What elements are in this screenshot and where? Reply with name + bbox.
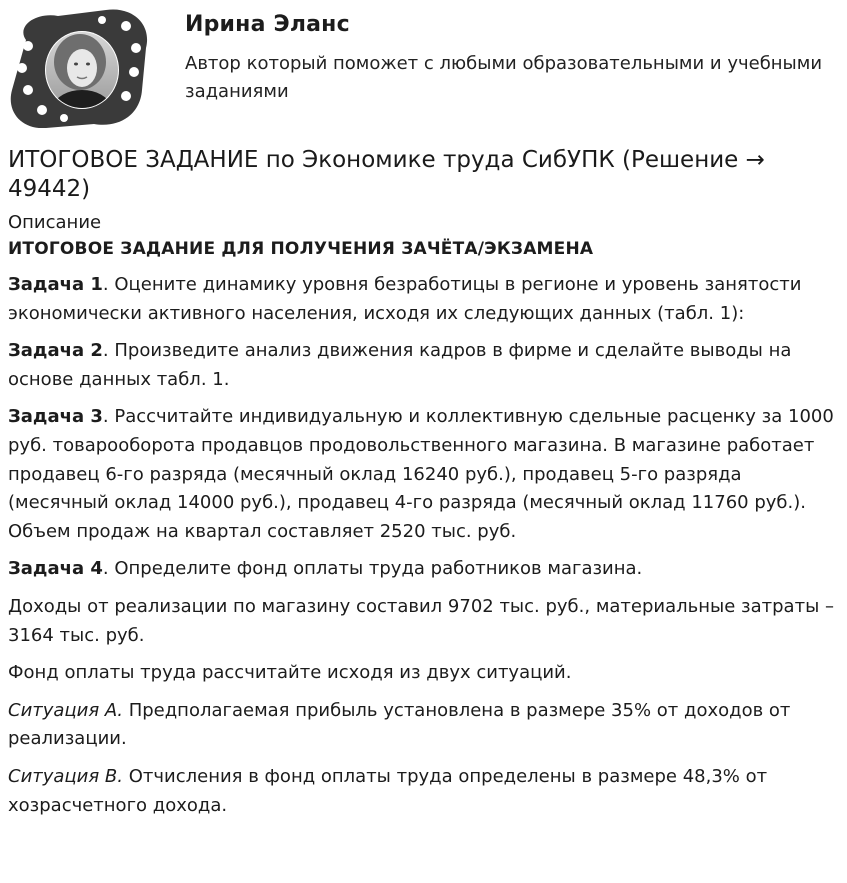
task-1-text: . Оцените динамику уровня безработицы в регионе и уровень занятости экономически активного населения, исходя их следующих данных (табл. 1):: [8, 274, 802, 324]
film-frame-avatar-icon: [6, 6, 152, 128]
situation-a-paragraph: [8, 697, 840, 754]
task-4-text: . Определите фонд оплаты труда работников магазина.: [102, 558, 643, 580]
task-2-text: . Произведите анализ движения кадров в фирме и сделайте выводы на основе данных табл. 1.: [8, 340, 792, 390]
author-name[interactable]: Ирина Эланс: [185, 12, 350, 37]
task-1-paragraph: [8, 271, 840, 328]
situation-b-label: Ситуация В.: [8, 765, 124, 787]
income-paragraph: Доходы от реализации по магазину составил 9702 тыс. руб., материальные затраты – 3164 тыс. руб.: [8, 595, 834, 646]
task-1-label: Задача 1: [8, 274, 103, 295]
situation-b-paragraph: [8, 763, 840, 820]
page-title: ИТОГОВОЕ ЗАДАНИЕ по Экономике труда СибУПК (Решение → 49442): [8, 147, 765, 202]
situation-b-text: Отчисления в фонд оплаты труда определены в размере 48,3% от хозрасчетного дохода.: [8, 765, 768, 816]
description-label: Описание: [8, 212, 102, 233]
author-card: [0, 0, 847, 140]
task-3-paragraph: [8, 403, 840, 546]
task-4-label: Задача 4: [8, 558, 103, 580]
author-description: Автор который поможет с любыми образовательными и учебными заданиями: [185, 53, 823, 102]
task-3-text: . Рассчитайте индивидуальную и коллективную сдельные расценку за 1000 руб. товарооборота продавцов продовольственного магазина. В магазине работает продавец 6-го разряда (месячный оклад 16240 руб.), продавец 5-го разряда (месячный оклад 14000 руб.), продавец 4-го разряда (месячный оклад 11760 руб.). Объем продаж на квартал составляет 2520 тыс. руб.: [8, 406, 834, 542]
task-4-paragraph: [8, 555, 840, 584]
document-body: [8, 146, 840, 820]
fund-paragraph: Фонд оплаты труда рассчитайте исходя из двух ситуаций.: [8, 662, 572, 684]
situation-a-text: Предполагаемая прибыль установлена в размере 35% от доходов от реализации.: [8, 699, 791, 750]
assignment-heading: ИТОГОВОЕ ЗАДАНИЕ ДЛЯ ПОЛУЧЕНИЯ ЗАЧЁТА/ЭКЗАМЕНА: [8, 239, 594, 259]
task-3-label: Задача 3: [8, 406, 103, 428]
task-2-label: Задача 2: [8, 340, 103, 362]
task-2-paragraph: [8, 337, 840, 394]
avatar[interactable]: [6, 6, 152, 128]
situation-a-label: Ситуация А.: [8, 699, 123, 721]
